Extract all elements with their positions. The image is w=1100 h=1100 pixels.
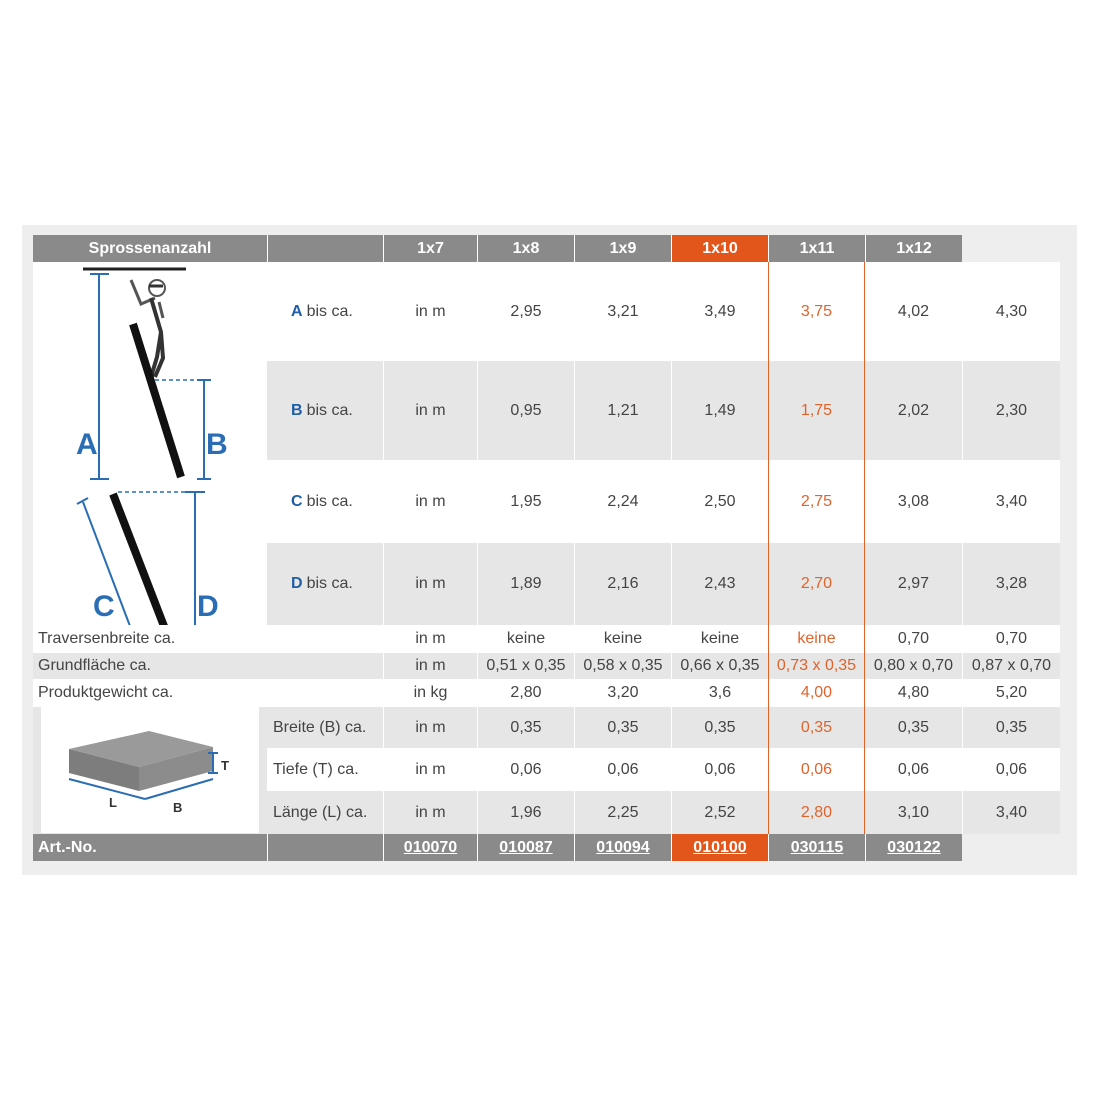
art-no-link-3[interactable]: 010094 — [596, 838, 650, 856]
row-a-unit: in m — [383, 262, 477, 361]
laenge-val-5: 3,10 — [865, 791, 962, 834]
breite-val-6: 0,35 — [962, 707, 1060, 748]
row-a-val-6: 4,30 — [962, 262, 1060, 361]
grundflaeche-val-3: 0,66 x 0,35 — [671, 653, 768, 679]
laenge-label: Länge (L) ca. — [267, 791, 383, 834]
tiefe-label: Tiefe (T) ca. — [267, 748, 383, 791]
produktgewicht-val-5: 4,80 — [865, 679, 962, 707]
produktgewicht-unit: in kg — [383, 679, 477, 707]
row-c-val-3: 2,50 — [671, 460, 768, 543]
produktgewicht-val-3: 3,6 — [671, 679, 768, 707]
row-a-val-1: 2,95 — [477, 262, 574, 361]
package-figure-wrap — [33, 707, 267, 834]
art-no-2-cell — [477, 834, 574, 861]
box-letter-T: T — [221, 758, 229, 773]
breite-val-4: 0,35 — [768, 707, 865, 748]
row-b-val-4: 1,75 — [768, 361, 865, 460]
row-d-val-6: 3,28 — [962, 543, 1060, 625]
row-b-val-3: 1,49 — [671, 361, 768, 460]
package-figure — [41, 707, 259, 833]
breite-label: Breite (B) ca. — [267, 707, 383, 748]
header-col-6: 1x12 — [865, 235, 962, 262]
row-a-val-5: 4,02 — [865, 262, 962, 361]
traversenbreite-val-6: 0,70 — [962, 625, 1060, 653]
traversenbreite-val-5: 0,70 — [865, 625, 962, 653]
row-c-val-2: 2,24 — [574, 460, 671, 543]
breite-unit: in m — [383, 707, 477, 748]
header-col-2: 1x8 — [477, 235, 574, 262]
letter-D: D — [197, 590, 219, 623]
produktgewicht-val-1: 2,80 — [477, 679, 574, 707]
row-d-val-4: 2,70 — [768, 543, 865, 625]
row-a-label: A bis ca. — [267, 262, 383, 361]
laenge-unit: in m — [383, 791, 477, 834]
spec-table — [33, 235, 1060, 862]
grundflaeche-val-2: 0,58 x 0,35 — [574, 653, 671, 679]
art-no-1-cell — [383, 834, 477, 861]
row-d-unit: in m — [383, 543, 477, 625]
art-no-link-6[interactable]: 030122 — [887, 838, 941, 856]
box-letter-L: L — [109, 795, 117, 810]
produktgewicht-val-6: 5,20 — [962, 679, 1060, 707]
row-a-val-2: 3,21 — [574, 262, 671, 361]
row-c-label: C bis ca. — [267, 460, 383, 543]
row-c-val-6: 3,40 — [962, 460, 1060, 543]
breite-val-3: 0,35 — [671, 707, 768, 748]
header-title: Sprossenanzahl — [33, 235, 267, 262]
row-d-val-1: 1,89 — [477, 543, 574, 625]
produktgewicht-label: Produktgewicht ca. — [33, 679, 383, 707]
row-d-val-2: 2,16 — [574, 543, 671, 625]
art-no-link-1[interactable]: 010070 — [403, 838, 458, 856]
traversenbreite-val-2: keine — [574, 625, 671, 653]
produktgewicht-val-4: 4,00 — [768, 679, 865, 707]
traversenbreite-val-1: keine — [477, 625, 574, 653]
footer-label: Art.-No. — [33, 834, 267, 861]
art-no-3-cell — [574, 834, 671, 861]
row-c-val-1: 1,95 — [477, 460, 574, 543]
traversenbreite-label: Traversenbreite ca. — [33, 625, 383, 653]
header-unit-blank — [267, 235, 383, 262]
ladder-diagram — [33, 262, 267, 625]
letter-C: C — [93, 590, 115, 623]
grundflaeche-unit: in m — [383, 653, 477, 679]
row-c-val-5: 3,08 — [865, 460, 962, 543]
row-b-unit: in m — [383, 361, 477, 460]
footer-blank — [267, 834, 383, 861]
row-b-val-2: 1,21 — [574, 361, 671, 460]
tiefe-val-4: 0,06 — [768, 748, 865, 791]
laenge-val-4: 2,80 — [768, 791, 865, 834]
header-col-5: 1x11 — [768, 235, 865, 262]
art-no-link-2[interactable]: 010087 — [499, 838, 553, 856]
header-col-4: 1x10 — [671, 235, 768, 262]
traversenbreite-val-4: keine — [768, 625, 865, 653]
breite-val-5: 0,35 — [865, 707, 962, 748]
row-d-label: D bis ca. — [267, 543, 383, 625]
row-c-val-4: 2,75 — [768, 460, 865, 543]
laenge-val-3: 2,52 — [671, 791, 768, 834]
row-b-val-1: 0,95 — [477, 361, 574, 460]
breite-val-1: 0,35 — [477, 707, 574, 748]
traversenbreite-val-3: keine — [671, 625, 768, 653]
art-no-link-4[interactable]: 010100 — [693, 838, 747, 856]
laenge-val-1: 1,96 — [477, 791, 574, 834]
grundflaeche-val-4: 0,73 x 0,35 — [768, 653, 865, 679]
tiefe-val-1: 0,06 — [477, 748, 574, 791]
tiefe-val-2: 0,06 — [574, 748, 671, 791]
grundflaeche-val-5: 0,80 x 0,70 — [865, 653, 962, 679]
produktgewicht-val-2: 3,20 — [574, 679, 671, 707]
row-d-val-5: 2,97 — [865, 543, 962, 625]
art-no-4-cell — [671, 834, 768, 861]
row-d-val-3: 2,43 — [671, 543, 768, 625]
tiefe-val-5: 0,06 — [865, 748, 962, 791]
traversenbreite-unit: in m — [383, 625, 477, 653]
art-no-6-cell — [865, 834, 962, 861]
row-b-val-6: 2,30 — [962, 361, 1060, 460]
package-diagram — [41, 707, 259, 833]
tiefe-val-6: 0,06 — [962, 748, 1060, 791]
laenge-val-6: 3,40 — [962, 791, 1060, 834]
row-b-label: B bis ca. — [267, 361, 383, 460]
row-a-val-3: 3,49 — [671, 262, 768, 361]
breite-val-2: 0,35 — [574, 707, 671, 748]
row-b-val-5: 2,02 — [865, 361, 962, 460]
box-letter-B: B — [173, 800, 183, 815]
ladder-figure — [33, 262, 267, 625]
art-no-5-cell — [768, 834, 865, 861]
header-col-3: 1x9 — [574, 235, 671, 262]
grundflaeche-val-6: 0,87 x 0,70 — [962, 653, 1060, 679]
tiefe-unit: in m — [383, 748, 477, 791]
row-c-unit: in m — [383, 460, 477, 543]
letter-A: A — [76, 428, 98, 461]
grundflaeche-val-1: 0,51 x 0,35 — [477, 653, 574, 679]
tiefe-val-3: 0,06 — [671, 748, 768, 791]
header-col-1: 1x7 — [383, 235, 477, 262]
row-a-val-4: 3,75 — [768, 262, 865, 361]
art-no-link-5[interactable]: 030115 — [790, 838, 844, 856]
letter-B: B — [206, 428, 228, 461]
laenge-val-2: 2,25 — [574, 791, 671, 834]
grundflaeche-label: Grundfläche ca. — [33, 653, 383, 679]
